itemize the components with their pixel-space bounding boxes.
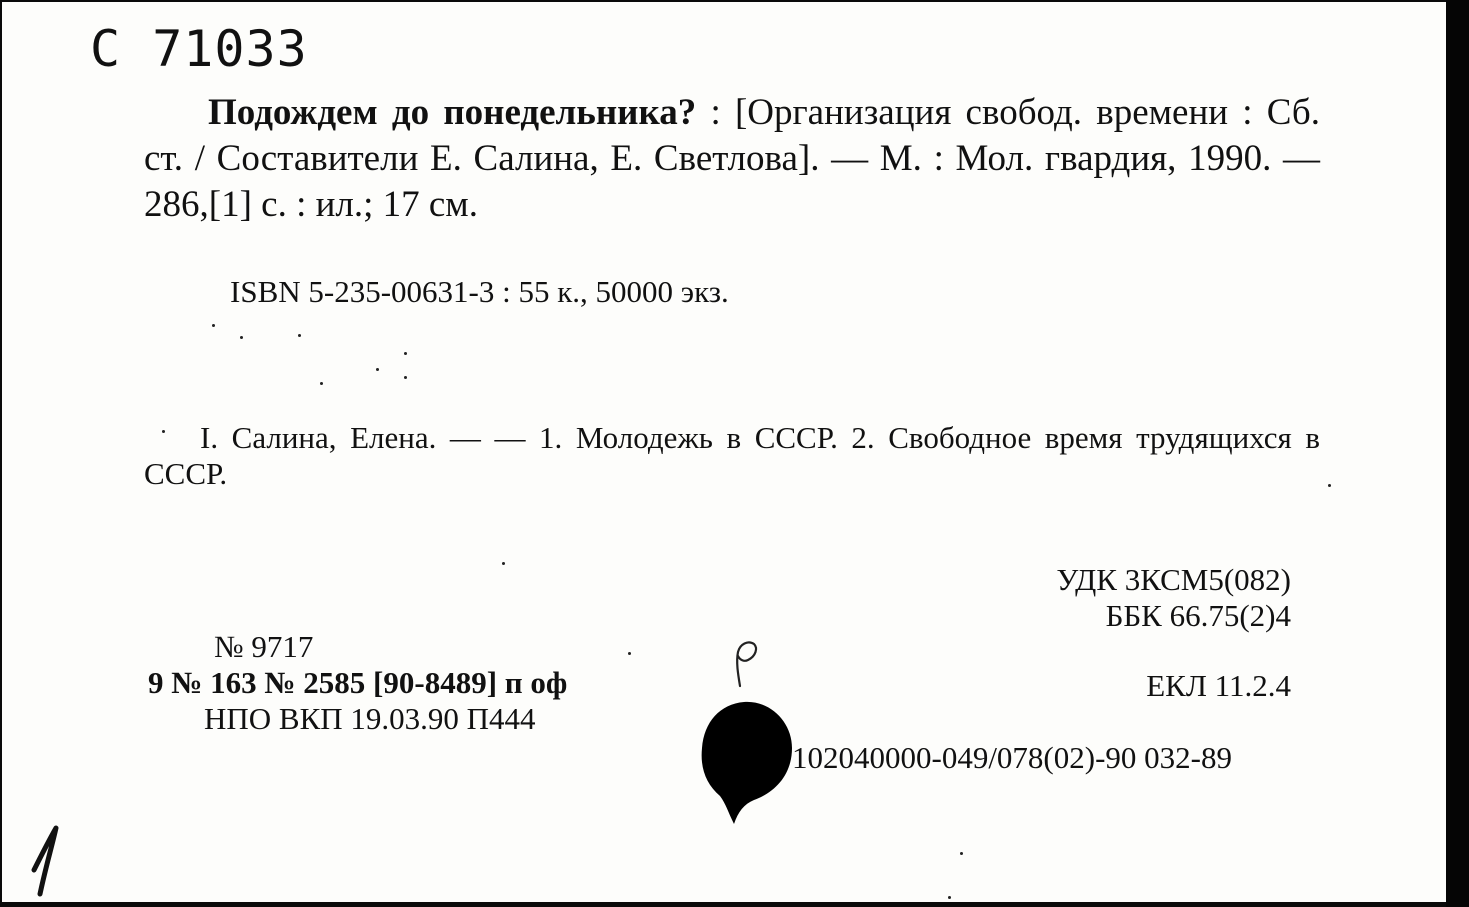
print-info-line-3: НПО ВКП 19.03.90 П444 <box>204 701 536 736</box>
ink-blot <box>698 696 798 826</box>
print-info-line-1: № 9717 <box>214 629 314 664</box>
dust-speck <box>320 382 323 385</box>
dust-speck <box>404 352 407 355</box>
entry-description: : [Организация свобод. времени : Сб. ст. / Составители Е. Салина, Е. Светлова]. — М. : Мол. гвардия, 1990. — 286,[1] с. : ил.; 17 см. <box>144 92 1320 225</box>
tracings <box>144 420 1320 492</box>
dust-speck <box>502 562 505 565</box>
tracings-text: I. Салина, Елена. — — 1. Молодежь в СССР. 2. Свободное время трудящихся в СССР. <box>144 420 1320 491</box>
dust-speck <box>162 430 165 433</box>
publication-code: 102040000-049/078(02)-90 032-89 <box>792 740 1232 775</box>
call-number: С 71033 <box>90 20 308 78</box>
isbn-line: ISBN 5-235-00631-3 : 55 к., 50000 экз. <box>230 274 729 309</box>
dust-speck <box>628 652 631 655</box>
udk-code: УДК 3КСМ5(082) <box>1056 562 1291 597</box>
dust-speck <box>212 324 215 327</box>
catalog-card <box>2 2 1446 902</box>
dust-speck <box>1328 484 1331 487</box>
dust-speck <box>948 896 951 899</box>
ekl-code: ЕКЛ 11.2.4 <box>1146 668 1291 703</box>
classification-block <box>1056 562 1291 634</box>
entry-title: Подождем до понедельника? <box>208 92 697 133</box>
dust-speck <box>298 334 301 337</box>
handwritten-mark <box>726 638 766 690</box>
dust-speck <box>960 852 963 855</box>
bibliographic-entry <box>144 90 1320 228</box>
dust-speck <box>240 336 243 339</box>
scan-edge <box>1446 0 1469 907</box>
print-info-line-2: 9 № 163 № 2585 [90-8489] п оф <box>148 665 568 700</box>
bbk-code: ББК 66.75(2)4 <box>1105 598 1291 633</box>
handwritten-number <box>28 824 68 898</box>
print-info <box>148 629 567 737</box>
dust-speck <box>376 368 379 371</box>
dust-speck <box>404 376 407 379</box>
